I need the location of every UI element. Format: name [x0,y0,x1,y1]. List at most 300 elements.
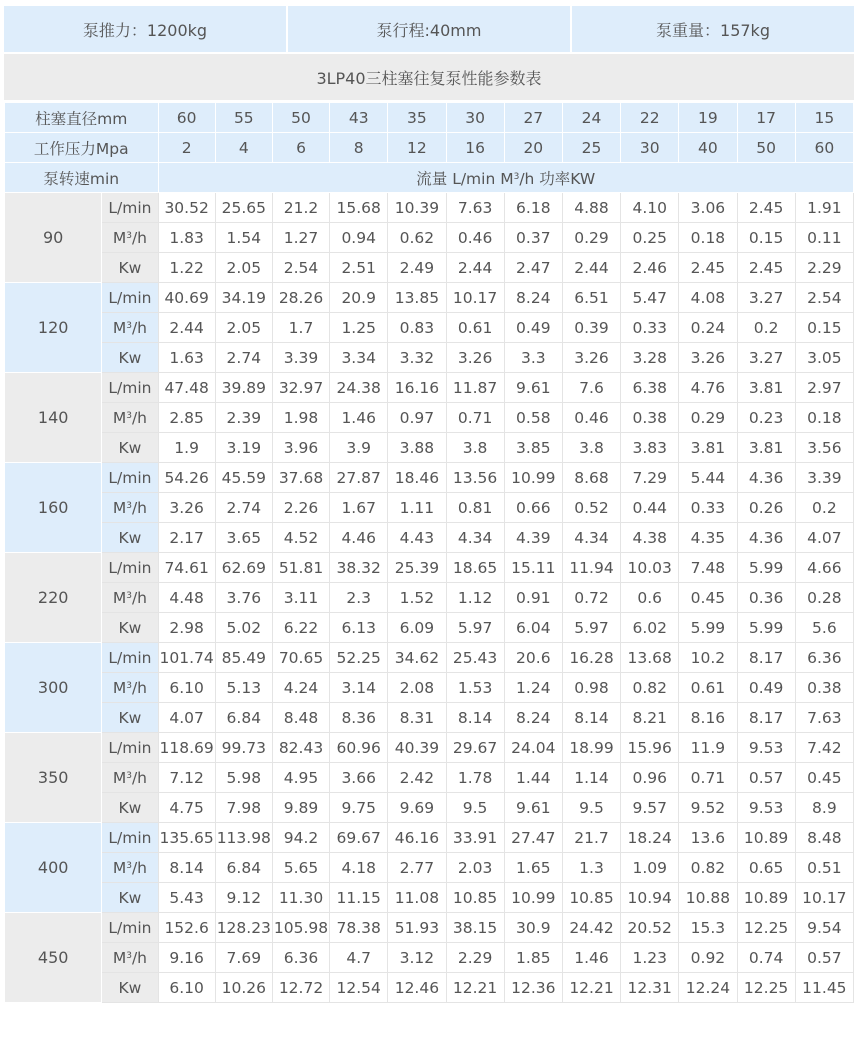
unit-kw: Kw [102,343,158,373]
flow-m3h-value: 0.92 [679,943,737,973]
flow-m3h-value: 1.54 [215,223,272,253]
power-kw-value: 12.54 [330,973,388,1003]
flow-lmin-value: 40.39 [388,733,446,763]
power-kw-value: 6.84 [215,703,272,733]
flow-lmin-value: 54.26 [158,463,215,493]
table-row [5,253,854,283]
flow-lmin-value: 74.61 [158,553,215,583]
diameter-value: 15 [795,103,853,133]
power-kw-value: 12.21 [562,973,620,1003]
power-kw-value: 8.21 [621,703,679,733]
flow-m3h-value: 2.03 [446,853,504,883]
unit-m3h-main: M [112,948,127,967]
flow-m3h-value: 2.08 [388,673,446,703]
flow-lmin-value: 101.74 [158,643,215,673]
power-kw-value: 9.12 [215,883,272,913]
power-kw-value: 8.31 [388,703,446,733]
unit-lmin: L/min [102,913,158,943]
unit-lmin: L/min [102,643,158,673]
unit-m3h [102,943,158,973]
pump-speed: 400 [5,823,102,913]
pump-spec-sheet [4,6,854,1003]
table-row [5,823,854,853]
unit-m3h-main: M [112,678,127,697]
power-kw-value: 3.27 [737,343,795,373]
power-kw-value: 4.38 [621,523,679,553]
pressure-value: 30 [621,133,679,163]
unit-kw: Kw [102,253,158,283]
flow-lmin-value: 21.2 [272,193,329,223]
pressure-value: 20 [504,133,562,163]
flow-m3h-value: 2.44 [158,313,215,343]
unit-m3h [102,313,158,343]
flow-m3h-value: 0.38 [621,403,679,433]
flow-m3h-value: 9.16 [158,943,215,973]
unit-m3h-main: M [112,858,127,877]
unit-m3h-main: M [112,228,127,247]
flow-lmin-value: 69.67 [330,823,388,853]
table-row [5,283,854,313]
table-row [5,613,854,643]
flow-m3h-value: 0.45 [795,763,853,793]
power-kw-value: 10.88 [679,883,737,913]
flow-m3h-value: 1.46 [562,943,620,973]
diameter-value: 55 [215,103,272,133]
flow-m3h-value: 0.18 [679,223,737,253]
table-row [5,223,854,253]
power-kw-value: 3.26 [679,343,737,373]
power-kw-value: 10.89 [737,883,795,913]
flow-m3h-value: 4.18 [330,853,388,883]
flow-header-sup: 3 [513,171,520,182]
flow-m3h-value: 8.14 [158,853,215,883]
power-kw-value: 3.83 [621,433,679,463]
flow-m3h-value: 1.44 [504,763,562,793]
power-kw-value: 7.63 [795,703,853,733]
performance-table [4,102,854,1003]
unit-m3h-main: M [112,588,127,607]
flow-m3h-value: 2.29 [446,943,504,973]
power-kw-value: 9.52 [679,793,737,823]
flow-lmin-value: 13.6 [679,823,737,853]
flow-lmin-value: 10.89 [737,823,795,853]
flow-m3h-value: 2.85 [158,403,215,433]
flow-m3h-value: 4.24 [272,673,329,703]
flow-lmin-value: 9.53 [737,733,795,763]
table-row [5,493,854,523]
unit-m3h-main: M [112,408,127,427]
power-kw-value: 8.48 [272,703,329,733]
power-kw-value: 3.39 [272,343,329,373]
flow-m3h-value: 0.37 [504,223,562,253]
flow-m3h-value: 3.11 [272,583,329,613]
flow-m3h-value: 1.46 [330,403,388,433]
unit-m3h [102,403,158,433]
power-kw-value: 12.21 [446,973,504,1003]
flow-lmin-value: 16.16 [388,373,446,403]
flow-m3h-value: 3.26 [158,493,215,523]
flow-m3h-value: 2.74 [215,493,272,523]
flow-lmin-value: 29.67 [446,733,504,763]
flow-m3h-value: 0.74 [737,943,795,973]
power-kw-value: 10.99 [504,883,562,913]
pressure-value: 8 [330,133,388,163]
flow-lmin-value: 11.87 [446,373,504,403]
power-kw-value: 2.17 [158,523,215,553]
power-kw-value: 3.8 [562,433,620,463]
flow-m3h-value: 1.11 [388,493,446,523]
table-row [5,853,854,883]
flow-lmin-value: 40.69 [158,283,215,313]
power-kw-value: 2.47 [504,253,562,283]
table-title: 3LP40三柱塞往复泵性能参数表 [4,54,854,100]
diameter-value: 43 [330,103,388,133]
flow-m3h-value: 0.36 [737,583,795,613]
table-row [5,943,854,973]
diameter-row [5,103,854,133]
power-kw-value: 11.08 [388,883,446,913]
flow-lmin-value: 20.6 [504,643,562,673]
power-kw-value: 12.25 [737,973,795,1003]
flow-m3h-value: 0.72 [562,583,620,613]
unit-lmin: L/min [102,193,158,223]
flow-lmin-value: 11.94 [562,553,620,583]
flow-m3h-value: 0.38 [795,673,853,703]
power-kw-value: 10.85 [562,883,620,913]
flow-m3h-value: 0.71 [679,763,737,793]
unit-kw: Kw [102,883,158,913]
power-kw-value: 3.05 [795,343,853,373]
flow-header-post: /h 功率KW [519,169,596,188]
flow-lmin-value: 51.81 [272,553,329,583]
flow-lmin-value: 13.85 [388,283,446,313]
flow-lmin-value: 52.25 [330,643,388,673]
power-kw-value: 5.97 [446,613,504,643]
unit-lmin: L/min [102,733,158,763]
flow-m3h-value: 4.48 [158,583,215,613]
pressure-row [5,133,854,163]
power-kw-value: 2.45 [737,253,795,283]
flow-m3h-value: 0.49 [737,673,795,703]
flow-m3h-value: 0.58 [504,403,562,433]
table-row [5,913,854,943]
pump-weight: 泵重量：157kg [656,20,770,40]
pressure-value: 6 [272,133,329,163]
power-kw-value: 10.85 [446,883,504,913]
power-kw-value: 9.57 [621,793,679,823]
flow-m3h-value: 1.67 [330,493,388,523]
power-kw-value: 8.36 [330,703,388,733]
flow-lmin-value: 62.69 [215,553,272,583]
flow-lmin-value: 20.52 [621,913,679,943]
flow-lmin-value: 39.89 [215,373,272,403]
flow-lmin-value: 13.56 [446,463,504,493]
power-kw-value: 6.10 [158,973,215,1003]
power-kw-value: 5.02 [215,613,272,643]
flow-lmin-value: 8.68 [562,463,620,493]
flow-lmin-value: 15.11 [504,553,562,583]
diameter-value: 22 [621,103,679,133]
flow-lmin-value: 60.96 [330,733,388,763]
flow-lmin-value: 6.36 [795,643,853,673]
flow-m3h-value: 0.97 [388,403,446,433]
diameter-value: 24 [562,103,620,133]
table-row [5,193,854,223]
flow-lmin-value: 85.49 [215,643,272,673]
flow-m3h-value: 6.36 [272,943,329,973]
pump-speed: 300 [5,643,102,733]
flow-m3h-value: 3.12 [388,943,446,973]
flow-m3h-value: 4.95 [272,763,329,793]
flow-m3h-value: 0.62 [388,223,446,253]
table-row [5,553,854,583]
table-row [5,673,854,703]
flow-m3h-value: 1.85 [504,943,562,973]
flow-m3h-value: 0.71 [446,403,504,433]
unit-m3h-sup: 3 [126,410,132,421]
power-kw-value: 9.5 [562,793,620,823]
flow-lmin-value: 2.45 [737,193,795,223]
power-kw-value: 3.88 [388,433,446,463]
flow-m3h-value: 1.53 [446,673,504,703]
flow-lmin-value: 10.99 [504,463,562,493]
flow-lmin-value: 70.65 [272,643,329,673]
flow-m3h-value: 0.33 [679,493,737,523]
power-kw-value: 3.81 [679,433,737,463]
unit-lmin: L/min [102,373,158,403]
table-row [5,343,854,373]
power-kw-value: 3.85 [504,433,562,463]
pressure-value: 60 [795,133,853,163]
flow-m3h-value: 0.46 [446,223,504,253]
flow-lmin-value: 128.23 [215,913,272,943]
unit-m3h-tail: /h [131,318,147,337]
power-kw-value: 4.75 [158,793,215,823]
flow-lmin-value: 9.61 [504,373,562,403]
flow-m3h-value: 0.25 [621,223,679,253]
power-kw-value: 10.94 [621,883,679,913]
power-kw-value: 11.45 [795,973,853,1003]
unit-m3h-sup: 3 [126,680,132,691]
flow-m3h-value: 0.33 [621,313,679,343]
power-kw-value: 5.43 [158,883,215,913]
pump-speed: 350 [5,733,102,823]
pump-speed: 220 [5,553,102,643]
flow-lmin-value: 135.65 [158,823,215,853]
flow-lmin-value: 32.97 [272,373,329,403]
flow-lmin-value: 30.9 [504,913,562,943]
flow-lmin-value: 45.59 [215,463,272,493]
flow-lmin-value: 21.7 [562,823,620,853]
table-row [5,313,854,343]
diameter-value: 19 [679,103,737,133]
pump-speed: 160 [5,463,102,553]
flow-lmin-value: 10.39 [388,193,446,223]
flow-lmin-value: 47.48 [158,373,215,403]
flow-header-pre: 流量 L/min M [416,169,514,188]
power-kw-value: 3.32 [388,343,446,373]
flow-lmin-value: 7.63 [446,193,504,223]
power-kw-value: 6.22 [272,613,329,643]
flow-lmin-value: 2.54 [795,283,853,313]
flow-m3h-value: 0.15 [795,313,853,343]
power-kw-value: 4.34 [446,523,504,553]
flow-lmin-value: 20.9 [330,283,388,313]
flow-lmin-value: 4.76 [679,373,737,403]
flow-lmin-value: 37.68 [272,463,329,493]
power-kw-value: 12.36 [504,973,562,1003]
power-kw-value: 6.13 [330,613,388,643]
flow-m3h-value: 0.2 [795,493,853,523]
pressure-label: 工作压力Mpa [5,133,159,163]
power-kw-value: 9.5 [446,793,504,823]
flow-lmin-value: 78.38 [330,913,388,943]
flow-m3h-value: 0.91 [504,583,562,613]
power-kw-value: 7.98 [215,793,272,823]
power-kw-value: 3.3 [504,343,562,373]
power-kw-value: 2.46 [621,253,679,283]
table-row [5,973,854,1003]
flow-lmin-value: 18.46 [388,463,446,493]
flow-m3h-value: 1.98 [272,403,329,433]
flow-lmin-value: 8.24 [504,283,562,313]
diameter-label: 柱塞直径mm [5,103,159,133]
unit-m3h-sup: 3 [126,860,132,871]
flow-m3h-value: 1.65 [504,853,562,883]
flow-m3h-value: 1.52 [388,583,446,613]
table-row [5,703,854,733]
flow-m3h-value: 0.57 [795,943,853,973]
flow-power-header [158,163,853,193]
power-kw-value: 8.14 [446,703,504,733]
flow-lmin-value: 7.42 [795,733,853,763]
pressure-value: 50 [737,133,795,163]
flow-lmin-value: 38.32 [330,553,388,583]
flow-lmin-value: 10.17 [446,283,504,313]
flow-m3h-value: 0.81 [446,493,504,523]
power-kw-value: 3.96 [272,433,329,463]
pump-stroke: 泵行程:40mm [288,6,572,52]
flow-m3h-value: 0.61 [446,313,504,343]
unit-kw: Kw [102,973,158,1003]
pump-thrust: 泵推力：1200kg [4,6,288,52]
flow-lmin-value: 38.15 [446,913,504,943]
flow-m3h-value: 1.23 [621,943,679,973]
power-kw-value: 2.74 [215,343,272,373]
flow-lmin-value: 99.73 [215,733,272,763]
flow-m3h-value: 0.44 [621,493,679,523]
unit-m3h-tail: /h [131,498,147,517]
power-kw-value: 12.31 [621,973,679,1003]
flow-lmin-value: 30.52 [158,193,215,223]
flow-m3h-value: 7.69 [215,943,272,973]
unit-kw: Kw [102,793,158,823]
flow-m3h-value: 0.11 [795,223,853,253]
flow-lmin-value: 2.97 [795,373,853,403]
unit-m3h [102,493,158,523]
flow-m3h-value: 0.6 [621,583,679,613]
flow-m3h-value: 1.14 [562,763,620,793]
flow-lmin-value: 34.62 [388,643,446,673]
unit-lmin: L/min [102,823,158,853]
power-kw-value: 10.17 [795,883,853,913]
power-kw-value: 2.29 [795,253,853,283]
flow-lmin-value: 46.16 [388,823,446,853]
unit-m3h-tail: /h [131,588,147,607]
flow-m3h-value: 0.39 [562,313,620,343]
flow-lmin-value: 113.98 [215,823,272,853]
flow-lmin-value: 94.2 [272,823,329,853]
flow-m3h-value: 0.61 [679,673,737,703]
power-kw-value: 3.26 [562,343,620,373]
power-kw-value: 2.44 [446,253,504,283]
flow-lmin-value: 25.43 [446,643,504,673]
flow-m3h-value: 5.65 [272,853,329,883]
flow-lmin-value: 105.98 [272,913,329,943]
flow-lmin-value: 12.25 [737,913,795,943]
unit-m3h-tail: /h [131,858,147,877]
unit-m3h-main: M [112,318,127,337]
flow-lmin-value: 4.36 [737,463,795,493]
power-kw-value: 1.22 [158,253,215,283]
pressure-value: 12 [388,133,446,163]
pump-speed: 90 [5,193,102,283]
flow-m3h-value: 0.94 [330,223,388,253]
flow-lmin-value: 33.91 [446,823,504,853]
power-kw-value: 5.99 [737,613,795,643]
flow-m3h-value: 0.98 [562,673,620,703]
diameter-value: 35 [388,103,446,133]
flow-lmin-value: 10.03 [621,553,679,583]
table-row [5,793,854,823]
flow-m3h-value: 2.77 [388,853,446,883]
power-kw-value: 4.43 [388,523,446,553]
flow-lmin-value: 18.65 [446,553,504,583]
unit-m3h [102,853,158,883]
power-kw-value: 12.46 [388,973,446,1003]
flow-m3h-value: 2.26 [272,493,329,523]
unit-lmin: L/min [102,553,158,583]
diameter-value: 30 [446,103,504,133]
unit-m3h-sup: 3 [126,500,132,511]
power-kw-value: 8.24 [504,703,562,733]
power-kw-value: 4.07 [795,523,853,553]
unit-kw: Kw [102,613,158,643]
power-kw-value: 9.53 [737,793,795,823]
flow-m3h-value: 5.13 [215,673,272,703]
power-kw-value: 2.51 [330,253,388,283]
flow-lmin-value: 3.81 [737,373,795,403]
flow-m3h-value: 7.12 [158,763,215,793]
unit-m3h [102,583,158,613]
flow-m3h-value: 0.45 [679,583,737,613]
flow-m3h-value: 1.78 [446,763,504,793]
pump-speed: 450 [5,913,102,1003]
power-kw-value: 8.16 [679,703,737,733]
flow-m3h-value: 0.2 [737,313,795,343]
diameter-value: 50 [272,103,329,133]
flow-m3h-value: 0.18 [795,403,853,433]
flow-lmin-value: 3.27 [737,283,795,313]
flow-m3h-value: 0.15 [737,223,795,253]
flow-lmin-value: 4.66 [795,553,853,583]
flow-lmin-value: 5.47 [621,283,679,313]
unit-m3h-main: M [112,768,127,787]
table-row [5,463,854,493]
pump-speed: 140 [5,373,102,463]
unit-m3h-tail: /h [131,228,147,247]
table-row [5,643,854,673]
